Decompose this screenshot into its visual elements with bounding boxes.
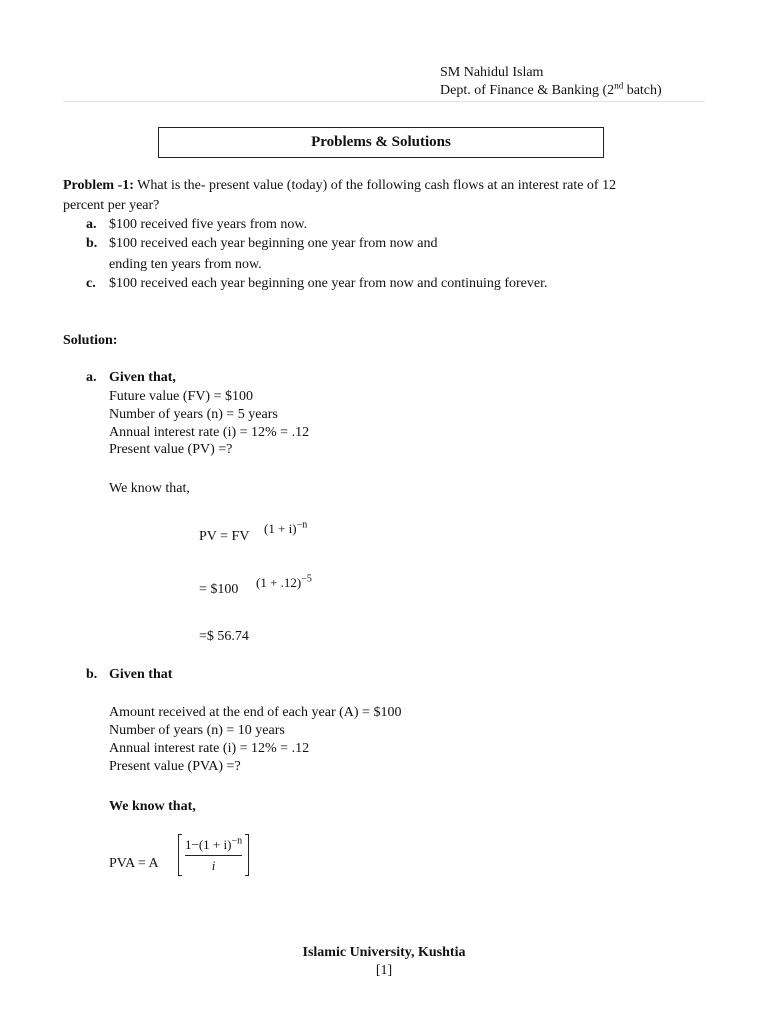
solution-b-marker: b. [86, 667, 98, 682]
batch-ordinal: nd [614, 80, 624, 91]
solution-a-line: Annual interest rate (i) = 12% = .12 [109, 425, 310, 440]
author-name: SM Nahidul Islam [440, 65, 544, 80]
problem-item-b: $100 received each year beginning one year from now and [109, 236, 438, 251]
solution-a-line: Future value (FV) = $100 [109, 389, 253, 404]
solution-a-marker: a. [86, 370, 97, 385]
fraction-bar [185, 855, 242, 856]
solution-b-line: Present value (PVA) =? [109, 759, 241, 774]
solution-b-we-know: We know that, [109, 799, 196, 814]
problem-line-2: percent per year? [63, 198, 160, 213]
formula-pv-lhs: PV = FV [199, 529, 250, 544]
problem-item-b-cont: ending ten years from now. [109, 257, 262, 272]
problem-label: Problem -1: [63, 178, 134, 193]
formula-pva-denominator: i [211, 857, 216, 873]
numerator-exponent: −n [231, 835, 243, 847]
step2-exponent: −5 [301, 573, 312, 585]
problem-text: What is the- present value (today) of the following cash flows at an interest rate of 12 [133, 178, 617, 193]
step2-term [256, 574, 312, 592]
formula-pva-bracket [178, 834, 249, 876]
formula-pv-base: (1 + i) [264, 521, 297, 536]
solution-a-we-know: We know that, [109, 481, 190, 496]
page-title: Problems & Solutions [158, 127, 604, 158]
solution-b-heading: Given that [109, 667, 173, 682]
solution-a-line: Number of years (n) = 5 years [109, 407, 278, 422]
department-text: Dept. of Finance & Banking (2 [440, 83, 615, 98]
step2-lhs: = $100 [199, 582, 239, 597]
formula-pva-numerator [185, 837, 242, 853]
formula-pv-term [264, 520, 307, 538]
problem-line-1 [63, 177, 616, 195]
formula-pv-exponent: −n [296, 519, 308, 531]
page-number: [1] [375, 963, 393, 978]
problem-item-c: $100 received each year beginning one year from now and continuing forever. [109, 276, 548, 291]
solution-a-line: Present value (PV) =? [109, 442, 233, 457]
step2-base: (1 + .12) [256, 575, 302, 590]
footer-institution: Islamic University, Kushtia [302, 945, 466, 960]
header-divider [63, 101, 705, 102]
formula-pva-fraction [182, 837, 245, 874]
numerator-base: 1−(1 + i) [185, 836, 232, 852]
problem-item-c-marker: c. [86, 276, 96, 291]
solution-b-line: Amount received at the end of each year (A) = $100 [109, 705, 402, 720]
solution-a-heading: Given that, [109, 370, 176, 385]
solution-b-line: Annual interest rate (i) = 12% = .12 [109, 741, 310, 756]
department-suffix: batch) [623, 83, 662, 98]
problem-item-b-marker: b. [86, 236, 98, 251]
department-line [440, 82, 662, 100]
problem-item-a: $100 received five years from now. [109, 217, 308, 232]
problem-item-a-marker: a. [86, 217, 97, 232]
solution-label: Solution: [63, 333, 118, 348]
solution-a-result: =$ 56.74 [199, 629, 249, 644]
solution-b-line: Number of years (n) = 10 years [109, 723, 285, 738]
right-bracket [245, 834, 249, 876]
formula-pva-lhs: PVA = A [109, 856, 159, 871]
